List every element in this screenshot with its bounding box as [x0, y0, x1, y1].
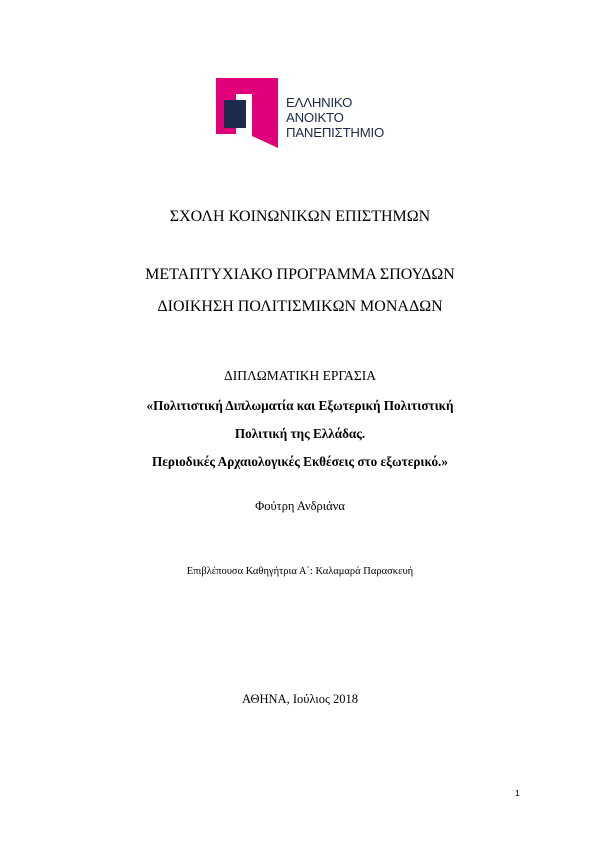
- university-logo: [216, 78, 406, 148]
- thesis-title-line-2: Πολιτική της Ελλάδας.: [234, 426, 366, 441]
- school-name: ΣΧΟΛΗ ΚΟΙΝΩΝΙΚΩΝ ΕΠΙΣΤΗΜΩΝ: [169, 208, 431, 225]
- logo-line-2: ΑΝΟΙΚΤΟ: [286, 110, 344, 125]
- page-number: 1: [515, 788, 520, 798]
- thesis-title-line-1: «Πολιτιστική Διπλωματία και Εξωτερική Πολιτιστική: [146, 398, 454, 413]
- logo-line-3: ΠΑΝΕΠΙΣΤΗΜΙΟ: [286, 125, 385, 140]
- logo-wordmark: [286, 95, 384, 140]
- place-date: ΑΘΗΝΑ, Ιούλιος 2018: [241, 692, 359, 706]
- program-line-2: ΔΙΟΙΚΗΣΗ ΠΟΛΙΤΙΣΜΙΚΩΝ ΜΟΝΑΔΩΝ: [157, 298, 443, 315]
- thesis-title-line-3: Περιοδικές Αρχαιολογικές Εκθέσεις στο εξωτερικό.»: [152, 454, 448, 469]
- program-line-1: ΜΕΤΑΠΤΥΧΙΑΚΟ ΠΡΟΓΡΑΜΜΑ ΣΠΟΥΔΩΝ: [145, 266, 455, 283]
- author-name: Φούτρη Ανδριάνα: [255, 499, 345, 513]
- logo-line-1: ΕΛΛΗΝΙΚΟ: [286, 95, 353, 110]
- logo-mark-icon: [216, 78, 280, 148]
- thesis-type: ΔΙΠΛΩΜΑΤΙΚΗ ΕΡΓΑΣΙΑ: [224, 368, 376, 383]
- supervisor: Επιβλέπουσα Καθηγήτρια Α΄: Καλαμαρά Παρασκευή: [186, 566, 414, 577]
